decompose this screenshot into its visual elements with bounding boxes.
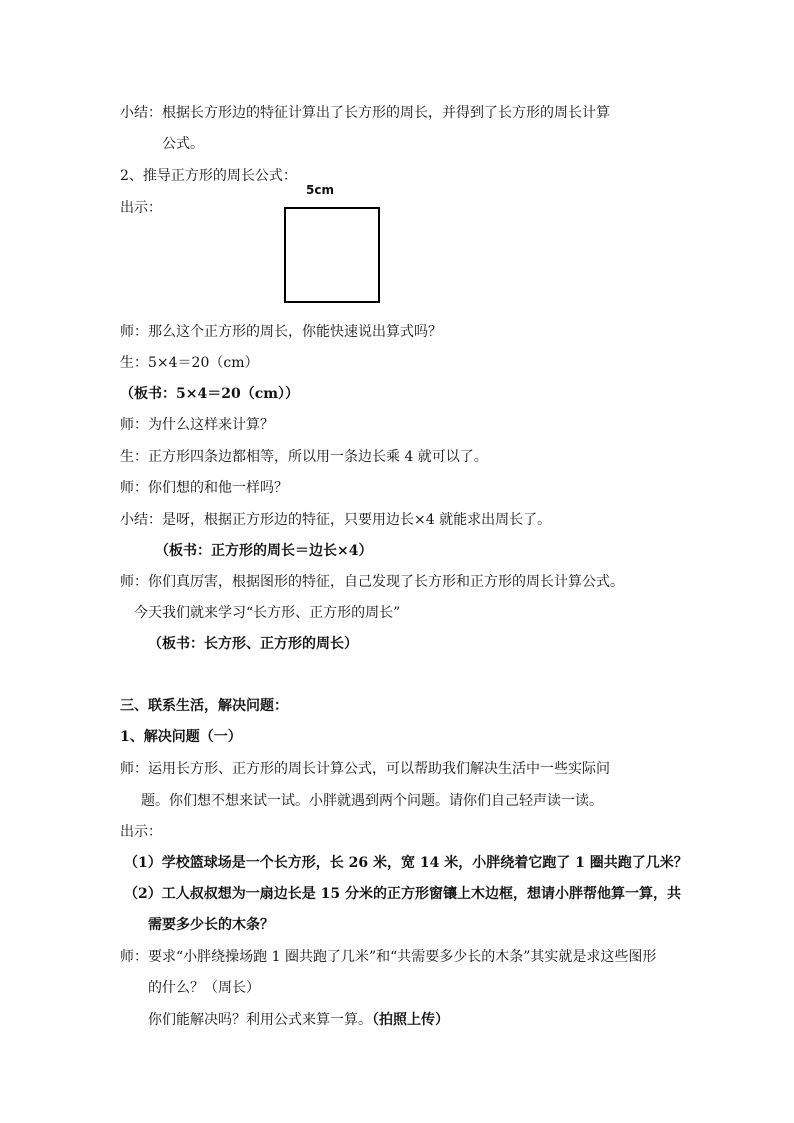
board-note-3: （板书：长方形、正方形的周长）: [148, 636, 358, 652]
summary-rectangle-line2: 公式。: [162, 136, 204, 152]
show-label-2: 出示：: [120, 824, 162, 840]
board-note-2: （板书：正方形的周长＝边长×4）: [155, 543, 373, 559]
problem-one-heading: 1、解决问题（一）: [120, 729, 242, 745]
teacher-question-2: 师：为什么这样来计算？: [120, 417, 274, 433]
section-square-formula-heading: 2、推导正方形的周长公式：: [120, 168, 297, 184]
show-label-1: 出示：: [120, 200, 162, 216]
photo-upload-note: （拍照上传）: [372, 1012, 449, 1028]
section-three-heading: 三、联系生活，解决问题：: [120, 698, 288, 714]
board-note-1: （板书：5×4＝20（cm））: [120, 386, 300, 402]
teacher-question-1: 师：那么这个正方形的周长，你能快速说出算式吗？: [120, 324, 442, 340]
solve-prompt-text: 你们能解决吗？利用公式来算一算。: [148, 1012, 372, 1028]
lesson-topic-intro: 今天我们就来学习“长方形、正方形的周长”: [134, 605, 401, 621]
teacher-prompt-line3: [148, 1011, 449, 1029]
summary-square: 小结：是呀，根据正方形边的特征，只要用边长×4 就能求出周长了。: [120, 512, 552, 528]
student-answer-2: 生：正方形四条边都相等，所以用一条边长乘 4 就可以了。: [120, 449, 488, 465]
student-answer-1: 生：5×4＝20（cm）: [120, 355, 259, 371]
teacher-prompt-line2: 的什么？（周长）: [148, 980, 260, 996]
teacher-praise: 师：你们真厉害，根据图形的特征，自己发现了长方形和正方形的周长计算公式。: [120, 574, 624, 590]
problem-2-text-line1: （2）工人叔叔想为一扇边长是 15 分米的正方形窗镶上木边框，想请小胖帮他算一算，共: [124, 886, 681, 902]
problem-2-text-line2: 需要多少长的木条？: [148, 917, 274, 933]
teacher-question-3: 师：你们想的和他一样吗？: [120, 480, 288, 496]
teacher-prompt-line1: 师：要求“小胖绕操场跑 1 圈共跑了几米”和“共需要多少长的木条”其实就是求这些图形: [120, 949, 657, 965]
square-figure: [284, 207, 380, 303]
teacher-intro-line2: 题。你们想不想来试一试。小胖就遇到两个问题。请你们自己轻声读一读。: [141, 793, 603, 809]
square-side-label: 5cm: [306, 183, 334, 197]
problem-1-text: （1）学校篮球场是一个长方形，长 26 米，宽 14 米，小胖绕着它跑了 1 圈共跑了几米？: [124, 855, 688, 871]
teacher-intro-line1: 师：运用长方形、正方形的周长计算公式，可以帮助我们解决生活中一些实际问: [120, 761, 610, 777]
summary-rectangle-line1: 小结：根据长方形边的特征计算出了长方形的周长，并得到了长方形的周长计算: [120, 105, 610, 121]
